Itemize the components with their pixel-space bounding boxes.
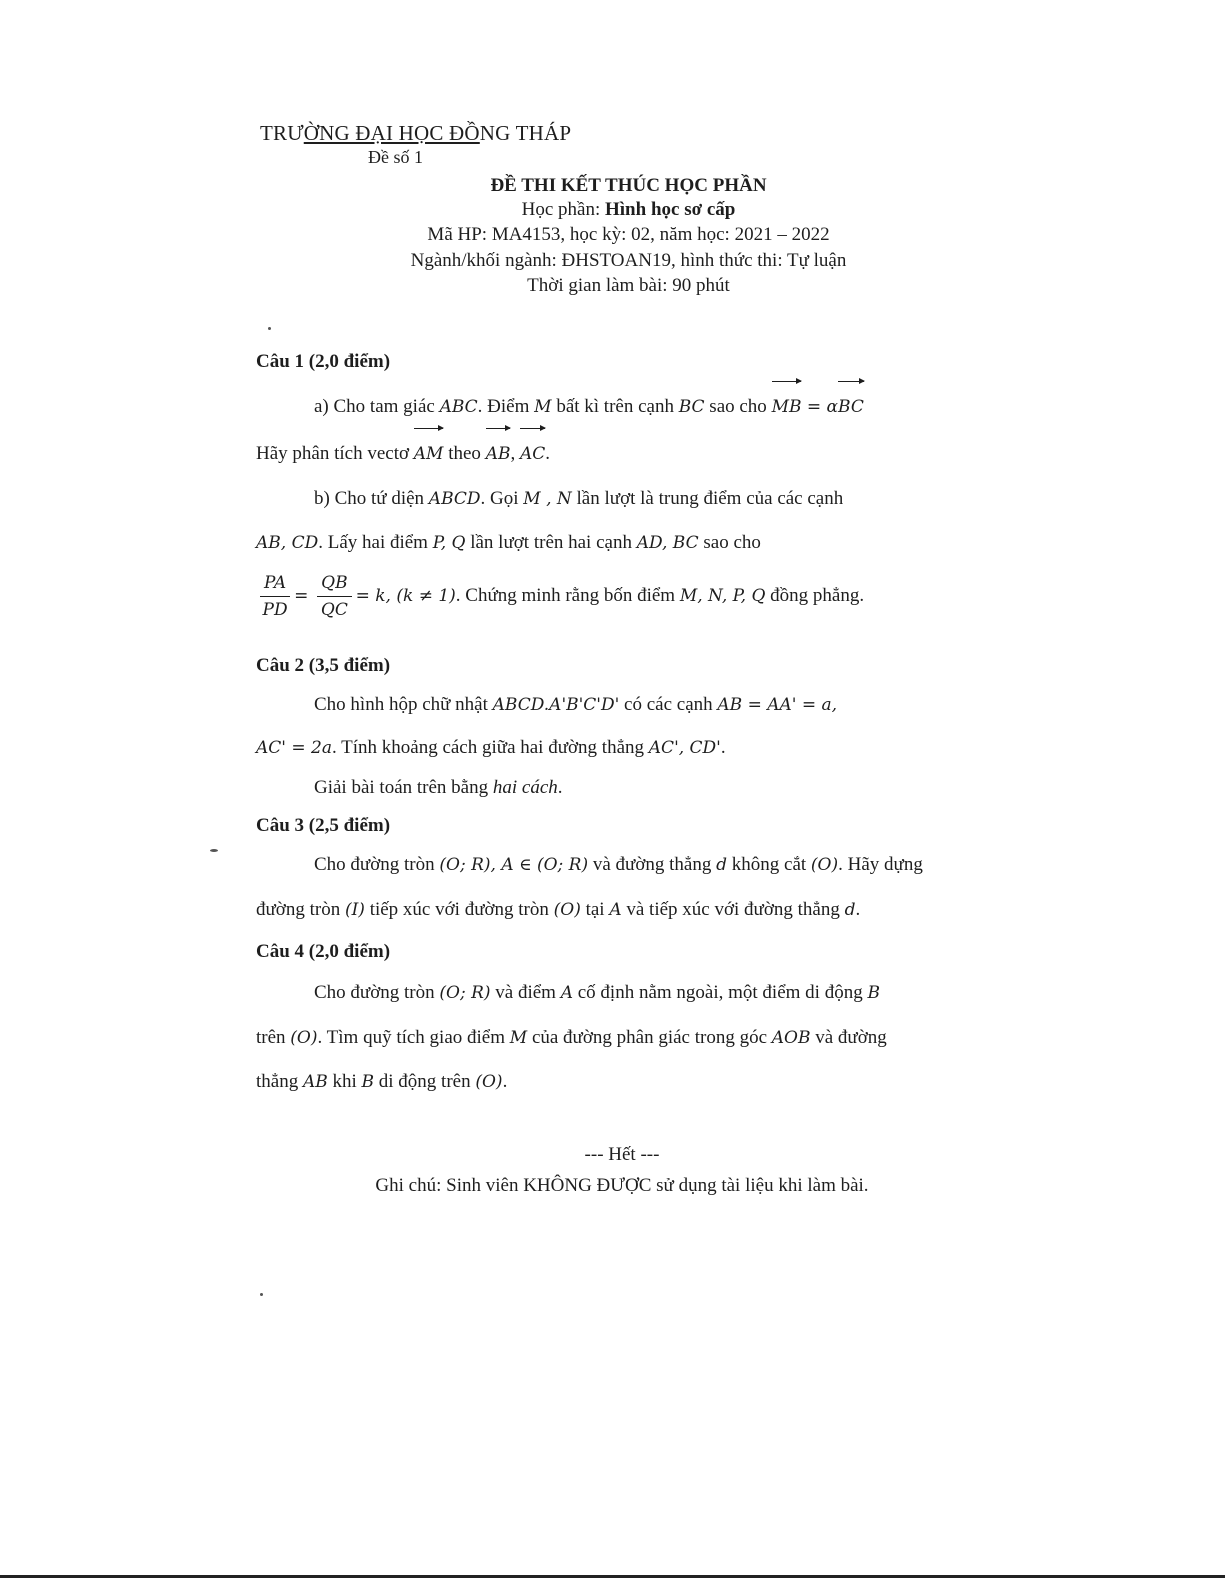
time-line: Thời gian làm bài: 90 phút (527, 275, 730, 296)
scan-edge (0, 1575, 1225, 1578)
q1-heading: Câu 1 (2,0 điểm) (256, 351, 391, 372)
scan-speck (260, 1293, 263, 1296)
q2-line3: Giải bài toán trên bằng hai cách. (314, 777, 563, 798)
footer-note: Ghi chú: Sinh viên KHÔNG ĐƯỢC sử dụng tài liệu khi làm bài. (375, 1175, 869, 1196)
q3-line2: đường tròn (I) tiếp xúc với đường tròn (O) tại A và tiếp xúc với đường thẳng d. (256, 899, 861, 920)
q3-heading: Câu 3 (2,5 điểm) (256, 815, 391, 836)
q1a-line2: Hãy phân tích vectơ AM theo AB, AC. (256, 432, 996, 476)
q4-heading: Câu 4 (2,0 điểm) (256, 941, 391, 962)
scan-speck (268, 327, 271, 330)
exam-title: ĐỀ THI KẾT THÚC HỌC PHẦN (490, 175, 767, 196)
course-line: Học phần: Hình học sơ cấp (521, 199, 736, 220)
q4-line2: trên (O). Tìm quỹ tích giao điểm M của đường phân giác trong góc AOB và đường (256, 1027, 887, 1048)
q3-line1: Cho đường tròn (O; R), A ∈ (O; R) và đường thẳng d không cắt (O). Hãy dựng (314, 854, 923, 875)
course-code-line: Mã HP: MA4153, học kỳ: 02, năm học: 2021 – 2022 (427, 224, 830, 245)
q4-line1: Cho đường tròn (O; R) và điểm A cố định nằm ngoài, một điểm di động B (314, 982, 880, 1003)
exam-number: Đề số 1 (368, 147, 423, 167)
q1a-line1: a) Cho tam giác ABC. Điểm M bất kì trên cạnh BC sao cho MB = αBC (256, 385, 996, 429)
q1b-line2: AB, CD. Lấy hai điểm P, Q lần lượt trên hai cạnh AD, BC sao cho (256, 532, 761, 553)
q2-line1: Cho hình hộp chữ nhật ABCD.A'B'C'D' có các cạnh AB = AA' = a, (314, 694, 838, 715)
q1b-line1: b) Cho tứ diện ABCD. Gọi M , N lần lượt là trung điểm của các cạnh (314, 488, 844, 509)
school-name: TRƯỜNG ĐẠI HỌC ĐỒNG THÁP (260, 121, 572, 145)
q2-line2: AC' = 2a. Tính khoảng cách giữa hai đường thẳng AC', CD'. (256, 737, 726, 758)
q2-heading: Câu 2 (3,5 điểm) (256, 655, 391, 676)
major-line: Ngành/khối ngành: ĐHSTOAN19, hình thức thi: Tự luận (410, 250, 847, 271)
end-marker: --- Hết --- (584, 1144, 660, 1165)
q1b-line3: $\frac{PA}{PD}$ = $\frac{QB}{QC}$ = k, (k ≠ 1). Chứng minh rằng bốn điểm M, N, P, Q đồng phẳng. (256, 570, 996, 623)
fraction-pa-pd: $\frac{PA}{PD}$ (260, 570, 290, 623)
scan-speck (210, 849, 218, 852)
q4-line3: thẳng AB khi B di động trên (O). (256, 1071, 508, 1092)
fraction-qb-qc: $\frac{QB}{QC}$ (317, 570, 351, 623)
